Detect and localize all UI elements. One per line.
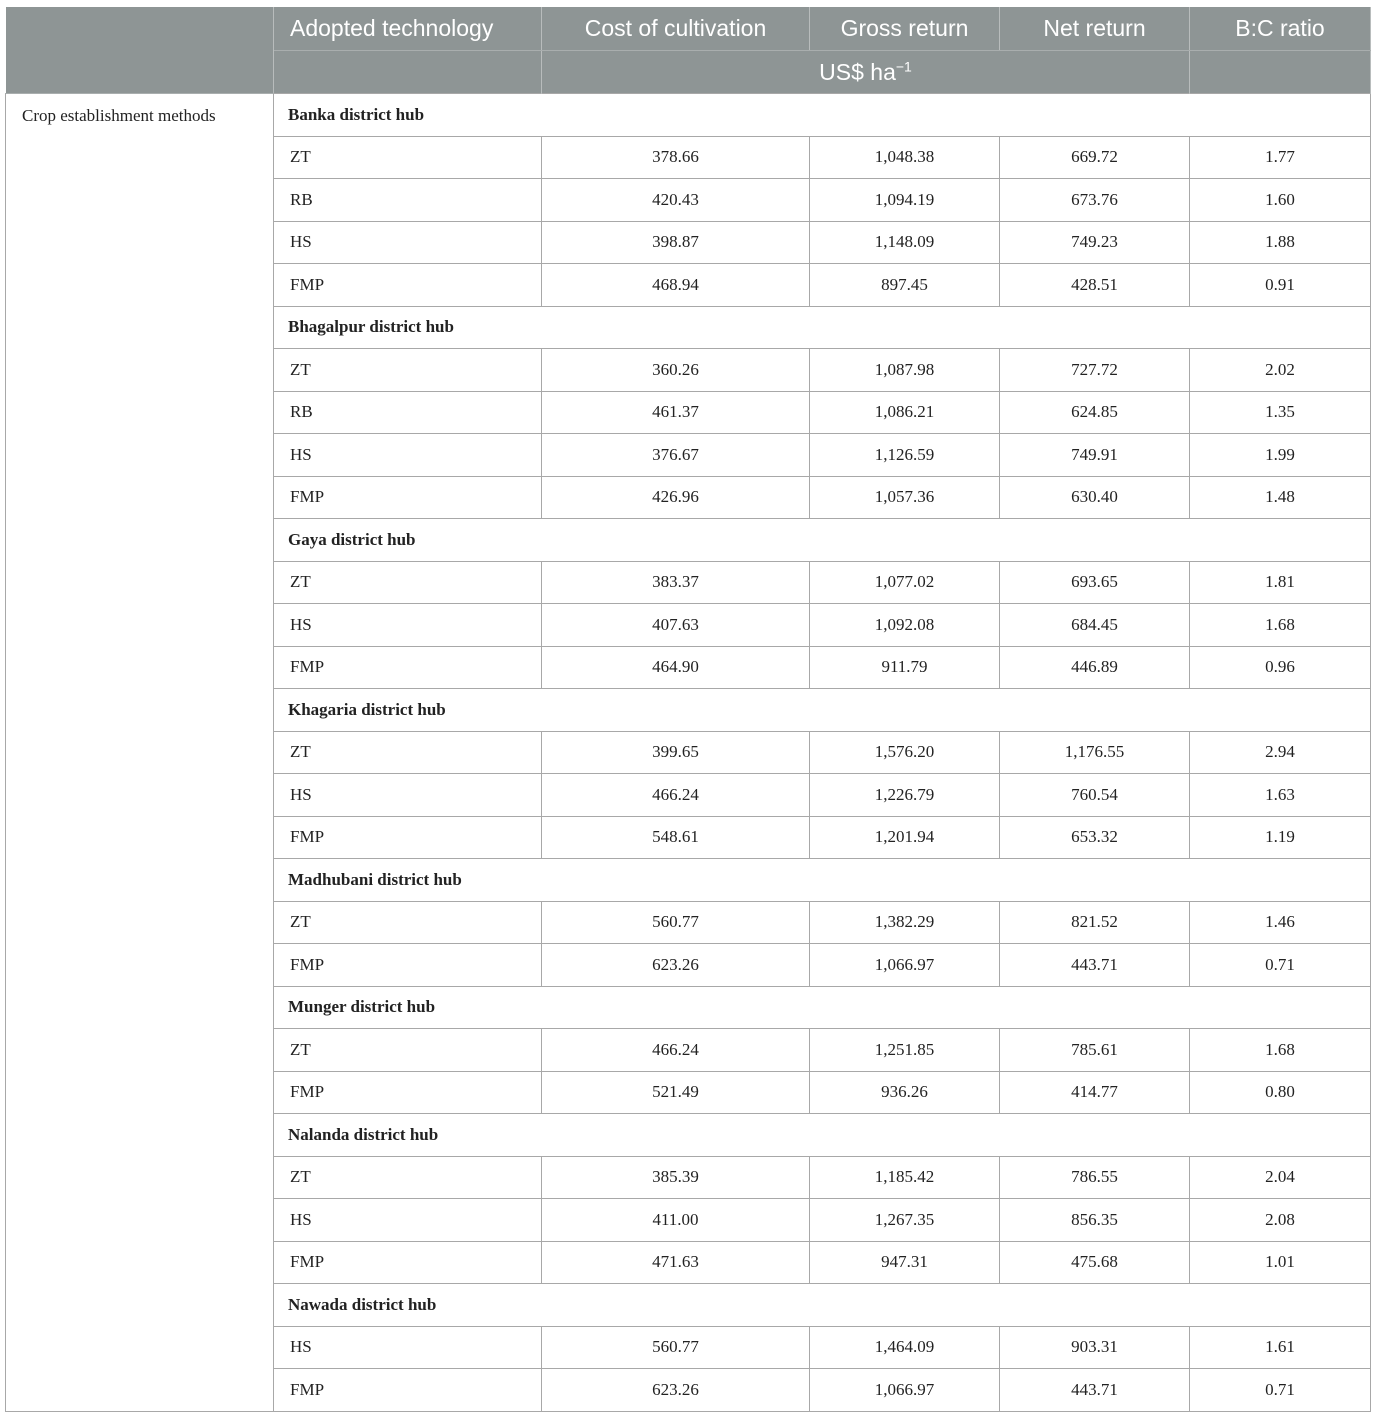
technology-cell: HS <box>274 434 542 477</box>
bc-ratio-cell: 0.96 <box>1190 646 1371 689</box>
technology-cell: FMP <box>274 476 542 519</box>
technology-cell: FMP <box>274 646 542 689</box>
net-return-cell: 443.71 <box>1000 944 1190 987</box>
cost-cell: 360.26 <box>542 349 810 392</box>
gross-return-cell: 1,267.35 <box>810 1199 1000 1242</box>
technology-cell: FMP <box>274 264 542 307</box>
bc-ratio-cell: 1.46 <box>1190 901 1371 944</box>
technology-cell: ZT <box>274 731 542 774</box>
header-blank-cell <box>6 7 274 94</box>
technology-cell: ZT <box>274 561 542 604</box>
cost-cell: 468.94 <box>542 264 810 307</box>
economics-table <box>5 7 1371 1412</box>
gross-return-cell: 1,382.29 <box>810 901 1000 944</box>
technology-cell: RB <box>274 179 542 222</box>
header-gross-return: Gross return <box>810 7 1000 51</box>
technology-cell: FMP <box>274 1071 542 1114</box>
gross-return-cell: 1,066.97 <box>810 944 1000 987</box>
cost-cell: 411.00 <box>542 1199 810 1242</box>
hub-name: Nawada district hub <box>274 1284 1371 1327</box>
technology-cell: FMP <box>274 944 542 987</box>
header-blank-sub-right <box>1190 51 1371 94</box>
header-blank-sub <box>274 51 542 94</box>
cost-cell: 560.77 <box>542 901 810 944</box>
net-return-cell: 727.72 <box>1000 349 1190 392</box>
header-bc-ratio: B:C ratio <box>1190 7 1371 51</box>
net-return-cell: 684.45 <box>1000 604 1190 647</box>
cost-cell: 399.65 <box>542 731 810 774</box>
bc-ratio-cell: 1.88 <box>1190 221 1371 264</box>
hub-name: Nalanda district hub <box>274 1114 1371 1157</box>
technology-cell: RB <box>274 391 542 434</box>
technology-cell: HS <box>274 774 542 817</box>
technology-cell: HS <box>274 1326 542 1369</box>
header-cost-of-cultivation: Cost of cultivation <box>542 7 810 51</box>
gross-return-cell: 1,126.59 <box>810 434 1000 477</box>
side-category-label: Crop establishment methods <box>6 94 274 1412</box>
gross-return-cell: 1,092.08 <box>810 604 1000 647</box>
bc-ratio-cell: 2.02 <box>1190 349 1371 392</box>
net-return-cell: 856.35 <box>1000 1199 1190 1242</box>
bc-ratio-cell: 0.71 <box>1190 944 1371 987</box>
net-return-cell: 475.68 <box>1000 1241 1190 1284</box>
cost-cell: 471.63 <box>542 1241 810 1284</box>
net-return-cell: 624.85 <box>1000 391 1190 434</box>
bc-ratio-cell: 1.35 <box>1190 391 1371 434</box>
cost-cell: 385.39 <box>542 1156 810 1199</box>
cost-cell: 560.77 <box>542 1326 810 1369</box>
gross-return-cell: 947.31 <box>810 1241 1000 1284</box>
cost-cell: 378.66 <box>542 136 810 179</box>
bc-ratio-cell: 2.04 <box>1190 1156 1371 1199</box>
gross-return-cell: 1,464.09 <box>810 1326 1000 1369</box>
gross-return-cell: 1,201.94 <box>810 816 1000 859</box>
net-return-cell: 785.61 <box>1000 1029 1190 1072</box>
bc-ratio-cell: 0.80 <box>1190 1071 1371 1114</box>
hub-header-row <box>6 94 1371 137</box>
bc-ratio-cell: 2.08 <box>1190 1199 1371 1242</box>
net-return-cell: 749.91 <box>1000 434 1190 477</box>
net-return-cell: 903.31 <box>1000 1326 1190 1369</box>
economics-table-container <box>5 7 1370 1412</box>
hub-name: Banka district hub <box>274 94 1371 137</box>
gross-return-cell: 1,185.42 <box>810 1156 1000 1199</box>
gross-return-cell: 1,087.98 <box>810 349 1000 392</box>
bc-ratio-cell: 1.99 <box>1190 434 1371 477</box>
technology-cell: FMP <box>274 1241 542 1284</box>
cost-cell: 420.43 <box>542 179 810 222</box>
header-unit <box>542 51 1190 94</box>
technology-cell: ZT <box>274 136 542 179</box>
net-return-cell: 446.89 <box>1000 646 1190 689</box>
net-return-cell: 414.77 <box>1000 1071 1190 1114</box>
gross-return-cell: 1,094.19 <box>810 179 1000 222</box>
bc-ratio-cell: 1.61 <box>1190 1326 1371 1369</box>
table-body <box>6 94 1371 1412</box>
gross-return-cell: 911.79 <box>810 646 1000 689</box>
hub-name: Bhagalpur district hub <box>274 306 1371 349</box>
header-adopted-technology: Adopted technology <box>274 7 542 51</box>
bc-ratio-cell: 1.48 <box>1190 476 1371 519</box>
net-return-cell: 443.71 <box>1000 1369 1190 1412</box>
bc-ratio-cell: 1.68 <box>1190 1029 1371 1072</box>
bc-ratio-cell: 0.71 <box>1190 1369 1371 1412</box>
net-return-cell: 669.72 <box>1000 136 1190 179</box>
net-return-cell: 749.23 <box>1000 221 1190 264</box>
technology-cell: FMP <box>274 816 542 859</box>
cost-cell: 548.61 <box>542 816 810 859</box>
net-return-cell: 673.76 <box>1000 179 1190 222</box>
gross-return-cell: 1,251.85 <box>810 1029 1000 1072</box>
bc-ratio-cell: 1.77 <box>1190 136 1371 179</box>
net-return-cell: 760.54 <box>1000 774 1190 817</box>
bc-ratio-cell: 1.19 <box>1190 816 1371 859</box>
net-return-cell: 786.55 <box>1000 1156 1190 1199</box>
technology-cell: HS <box>274 1199 542 1242</box>
bc-ratio-cell: 1.63 <box>1190 774 1371 817</box>
cost-cell: 461.37 <box>542 391 810 434</box>
net-return-cell: 428.51 <box>1000 264 1190 307</box>
hub-name: Gaya district hub <box>274 519 1371 562</box>
cost-cell: 376.67 <box>542 434 810 477</box>
gross-return-cell: 1,576.20 <box>810 731 1000 774</box>
gross-return-cell: 1,066.97 <box>810 1369 1000 1412</box>
cost-cell: 398.87 <box>542 221 810 264</box>
gross-return-cell: 1,077.02 <box>810 561 1000 604</box>
hub-name: Munger district hub <box>274 986 1371 1029</box>
technology-cell: HS <box>274 221 542 264</box>
bc-ratio-cell: 1.01 <box>1190 1241 1371 1284</box>
technology-cell: ZT <box>274 901 542 944</box>
gross-return-cell: 897.45 <box>810 264 1000 307</box>
cost-cell: 623.26 <box>542 1369 810 1412</box>
gross-return-cell: 936.26 <box>810 1071 1000 1114</box>
header-unit-base: US$ ha <box>819 58 896 85</box>
bc-ratio-cell: 2.94 <box>1190 731 1371 774</box>
header-net-return: Net return <box>1000 7 1190 51</box>
cost-cell: 521.49 <box>542 1071 810 1114</box>
net-return-cell: 821.52 <box>1000 901 1190 944</box>
bc-ratio-cell: 1.68 <box>1190 604 1371 647</box>
hub-name: Madhubani district hub <box>274 859 1371 902</box>
gross-return-cell: 1,086.21 <box>810 391 1000 434</box>
cost-cell: 383.37 <box>542 561 810 604</box>
gross-return-cell: 1,226.79 <box>810 774 1000 817</box>
technology-cell: ZT <box>274 349 542 392</box>
net-return-cell: 693.65 <box>1000 561 1190 604</box>
gross-return-cell: 1,048.38 <box>810 136 1000 179</box>
cost-cell: 623.26 <box>542 944 810 987</box>
technology-cell: ZT <box>274 1029 542 1072</box>
table-header <box>6 7 1371 94</box>
cost-cell: 426.96 <box>542 476 810 519</box>
cost-cell: 466.24 <box>542 774 810 817</box>
header-unit-exponent: −1 <box>895 57 912 74</box>
hub-name: Khagaria district hub <box>274 689 1371 732</box>
technology-cell: FMP <box>274 1369 542 1412</box>
technology-cell: HS <box>274 604 542 647</box>
bc-ratio-cell: 0.91 <box>1190 264 1371 307</box>
net-return-cell: 630.40 <box>1000 476 1190 519</box>
net-return-cell: 653.32 <box>1000 816 1190 859</box>
cost-cell: 466.24 <box>542 1029 810 1072</box>
bc-ratio-cell: 1.81 <box>1190 561 1371 604</box>
gross-return-cell: 1,057.36 <box>810 476 1000 519</box>
gross-return-cell: 1,148.09 <box>810 221 1000 264</box>
cost-cell: 464.90 <box>542 646 810 689</box>
bc-ratio-cell: 1.60 <box>1190 179 1371 222</box>
cost-cell: 407.63 <box>542 604 810 647</box>
technology-cell: ZT <box>274 1156 542 1199</box>
net-return-cell: 1,176.55 <box>1000 731 1190 774</box>
